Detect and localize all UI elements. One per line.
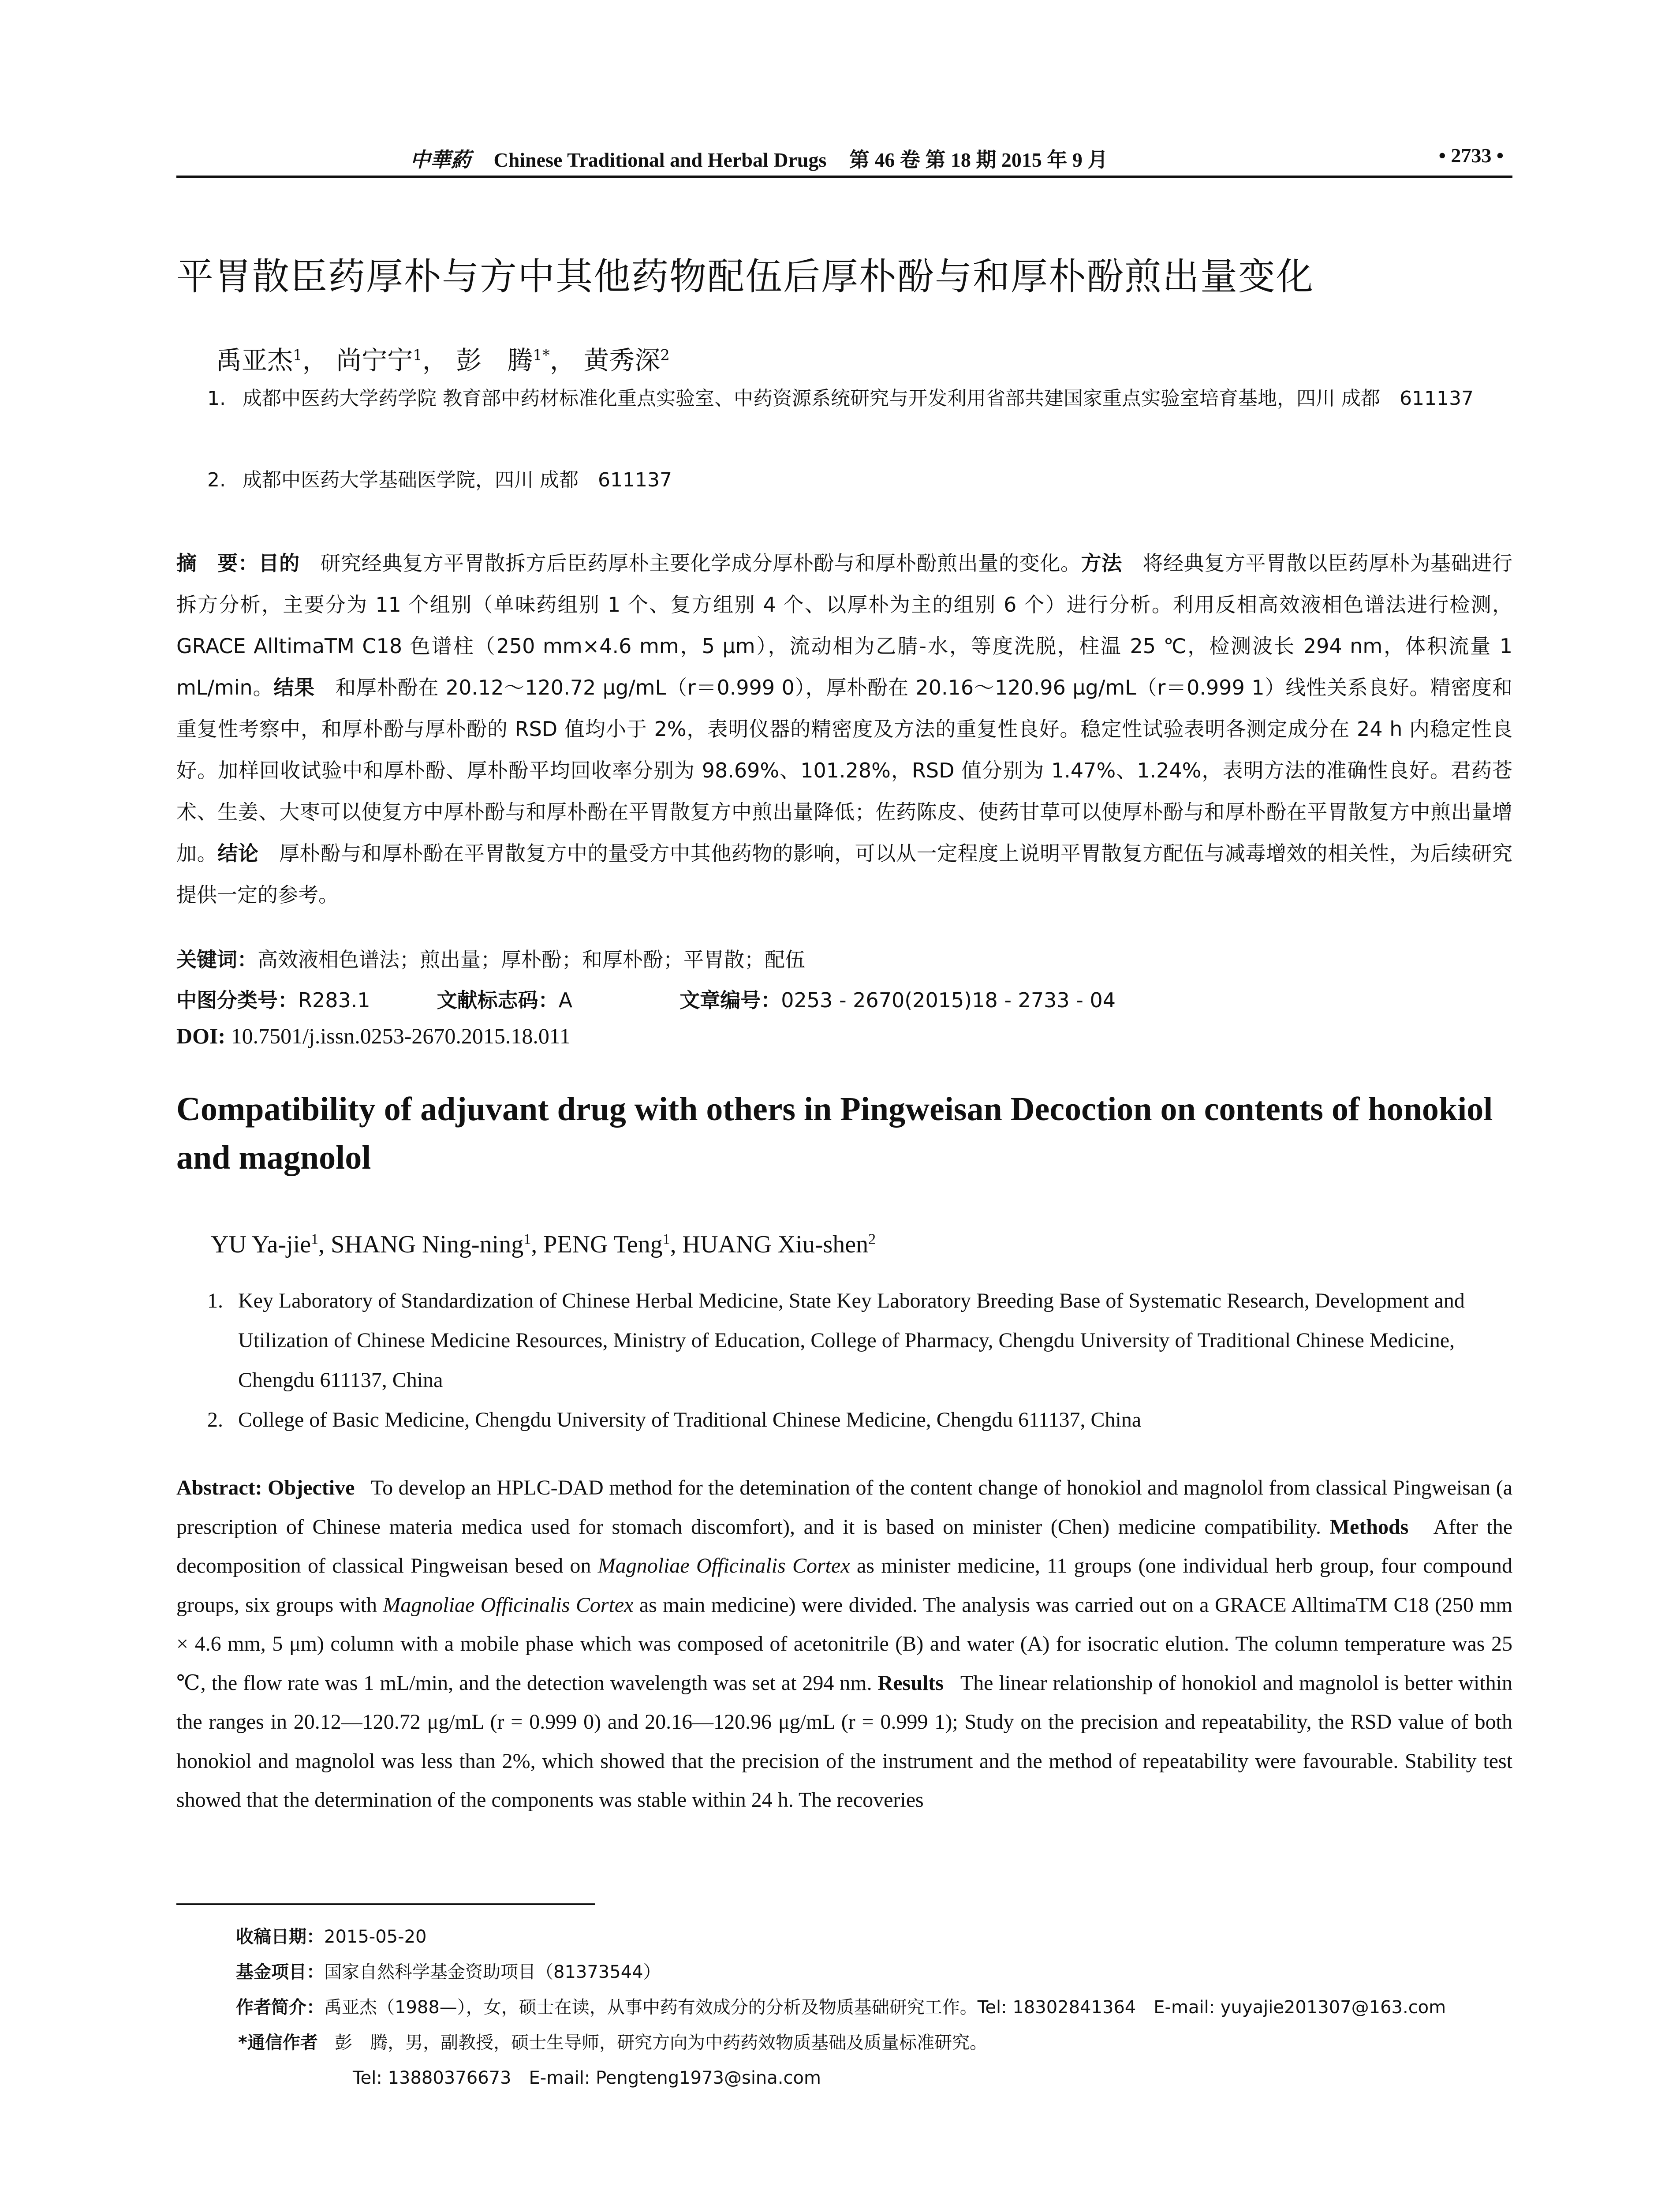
author-affil-mark: 1 <box>293 346 302 364</box>
keywords-text: 高效液相色谱法；煎出量；厚朴酚；和厚朴酚；平胃散；配伍 <box>258 948 805 972</box>
methods-text: 将经典复方平胃散以臣药厚朴为基础进行拆方分析，主要分为 11 个组别（单味药组别 1 个、复方组别 4 个、以厚朴为主的组别 6 个）进行分析。利用反相高效液相色谱法进行检测，GRACE AlltimaTM C18 色谱柱（250 mm×4.6 mm，5 μm），流动相为乙腈-水，等度洗脱，柱温 25 ℃，检测波长 294 nm，体积流量 1 mL/min。 <box>176 551 1512 699</box>
author-affil-mark: 1 <box>311 1231 319 1248</box>
en-affiliation-2 <box>207 1400 1512 1440</box>
abstract-label: Abstract: <box>176 1476 262 1499</box>
conclusion-label: 结论 <box>217 841 259 865</box>
cn-affiliation-2 <box>207 461 1512 500</box>
fund-label: 基金项目： <box>236 1962 324 1982</box>
clc-value: R283.1 <box>298 988 370 1012</box>
article-no-label: 文章编号： <box>679 988 781 1012</box>
objective-label: 目的 <box>258 551 300 575</box>
cn-authors: 禹亚杰$^1$， 尚宁宁$^1$， 彭 腾$^{1*}$， 黄秀深$^2$ <box>216 345 670 375</box>
en-affiliation-1 <box>207 1281 1512 1400</box>
objective-text: 研究经典复方平胃散拆方后臣药厚朴主要化学成分厚朴酚与和厚朴酚煎出量的变化。 <box>320 551 1081 575</box>
doi-label: DOI: <box>176 1024 226 1048</box>
results-text: 和厚朴酚在 20.12～120.72 μg/mL（r＝0.999 0），厚朴酚在 20.16～120.96 μg/mL（r＝0.999 1）线性关系良好。精密度和重复性考察中，和厚朴酚与厚朴酚的 RSD 值均小于 2%，表明仪器的精密度及方法的重复性良好。稳定性试验表明各测定成分在 24 h 内稳定性良好。加样回收试验中和厚朴酚、厚朴酚平均回收率分别为 98.69%、101.28%，RSD 值分别为 1.47%、1.24%，表明方法的准确性良好。君药苍术、生姜、大枣可以使复方中厚朴酚与和厚朴酚在平胃散复方中煎出量降低；佐药陈皮、使药甘草可以使厚朴酚与和厚朴酚在平胃散复方中煎出量增加。 <box>176 676 1513 865</box>
author-name: 黄秀深 <box>583 345 661 375</box>
doi-line <box>176 1023 571 1049</box>
herb-name: Magnoliae Officinalis Cortex <box>597 1554 850 1577</box>
results-label: 结果 <box>273 676 315 699</box>
affiliation-number: 1. <box>207 387 226 410</box>
cn-title: 平胃散臣药厚朴与方中其他药物配伍后厚朴酚与和厚朴酚煎出量变化 <box>176 255 1314 298</box>
footnote-corresponding <box>238 2029 987 2054</box>
methods-text: as minister medicine, 11 groups (one individual herb group, four compound groups, six groups with <box>176 1554 1513 1617</box>
affiliation-number: 1. <box>207 1289 223 1312</box>
affiliation-number: 2. <box>207 469 226 491</box>
results-text: The linear relationship of honokiol and magnolol is better within the ranges in 20.12—120.72 μg/mL (r = 0.999 0) and 20.16—120.96 μg/mL (r = 0.999 1); Study on the precision and repeatability, the RSD value of both honokiol and magnolol was less than 2%, which showed that the precision of the instrument and the method of repeatability were favourable. Stability test showed that the determination of the components was stable within 24 h. The recoveries <box>176 1671 1513 1812</box>
cn-affiliation-1 <box>207 379 1512 418</box>
author-name: YU Ya-jie <box>211 1231 311 1258</box>
affiliation-text: Key Laboratory of Standardization of Chinese Herbal Medicine, State Key Laboratory Breeding Base of Systematic Research, Development and Utilization of Chinese Medicine Resources, Ministry of Education, College of Pharmacy, Chengdu University of Traditional Chinese Medicine, Chengdu 611137, China <box>238 1289 1465 1392</box>
objective-text: To develop an HPLC-DAD method for the detemination of the content change of honokiol and magnolol from classical Pingweisan (a prescription of Chinese materia medica used for stomach discomfort), and it is based on minister (Chen) medicine compatibility. <box>176 1476 1513 1539</box>
en-authors: YU Ya-jie$^1$, SHANG Ning-ning$^1$, PENG Teng$^1$, HUANG Xiu-shen$^2$ <box>211 1231 876 1258</box>
affiliation-text: 成都中医药大学药学院 教育部中药材标准化重点实验室、中药资源系统研究与开发利用省部共建国家重点实验室培育基地，四川 成都 611137 <box>243 387 1474 410</box>
received-date: 2015-05-20 <box>324 1927 427 1947</box>
objective-label: Objective <box>268 1476 355 1499</box>
author-affil-mark: 1 <box>662 1231 670 1248</box>
doc-code-label: 文献标志码： <box>437 988 559 1012</box>
affiliation-text: 成都中医药大学基础医学院，四川 成都 611137 <box>243 469 672 491</box>
article-no-value: 0253 - 2670(2015)18 - 2733 - 04 <box>781 988 1116 1012</box>
herb-name: Magnoliae Officinalis Cortex <box>383 1593 634 1617</box>
methods-text: After the decomposition of classical Pingweisan besed on <box>176 1515 1513 1577</box>
keywords-label: 关键词： <box>176 948 258 972</box>
author-name: 禹亚杰 <box>216 345 293 375</box>
journal-header <box>410 144 1108 173</box>
author-bio-label: 作者简介： <box>236 1997 324 2018</box>
author-bio-text: 禹亚杰（1988—），女，硕士在读，从事中药有效成分的分析及物质基础研究工作。Tel: 18302841364 E-mail: yuyajie201307@163.com <box>324 1997 1446 2018</box>
en-abstract <box>176 1469 1512 1820</box>
author-affil-mark: 2 <box>868 1231 876 1248</box>
en-title: Compatibility of adjuvant drug with others in Pingweisan Decoction on contents of honokiol and magnolol <box>176 1091 1493 1176</box>
received-label: 收稿日期： <box>236 1927 324 1947</box>
author-name: 彭 腾 <box>456 345 533 375</box>
abstract-label: 摘 要： <box>176 551 259 575</box>
author-affil-mark: 2 <box>660 346 670 364</box>
conclusion-text: 厚朴酚与和厚朴酚在平胃散复方中的量受方中其他药物的影响，可以从一定程度上说明平胃散复方配伍与减毒增效的相关性，为后续研究提供一定的参考。 <box>176 841 1512 907</box>
author-name: SHANG Ning-ning <box>331 1231 524 1258</box>
cn-abstract <box>176 542 1512 916</box>
journal-name: Chinese Traditional and Herbal Drugs <box>493 149 827 171</box>
clc-label: 中图分类号： <box>176 988 298 1012</box>
footnote-author-bio <box>236 1993 1446 2018</box>
doc-code-value: A <box>558 988 573 1012</box>
classification-line <box>176 984 1116 1013</box>
methods-label: Methods <box>1329 1515 1409 1539</box>
keywords <box>176 944 805 973</box>
results-label: Results <box>877 1671 944 1695</box>
author-affil-mark: 1* <box>533 346 550 364</box>
running-header <box>176 140 1512 178</box>
methods-label: 方法 <box>1081 551 1122 575</box>
doi-link[interactable]: 10.7501/j.issn.0253-2670.2015.18.011 <box>231 1024 571 1048</box>
footnote-rule <box>176 1903 595 1905</box>
author-name: PENG Teng <box>543 1231 663 1258</box>
fund-text: 国家自然科学基金资助项目（81373544） <box>324 1962 661 1982</box>
author-name: 尚宁宁 <box>336 345 413 375</box>
author-name: HUANG Xiu-shen <box>682 1231 869 1258</box>
corresponding-text: 彭 腾，男，副教授，硕士生导师，研究方向为中药药效物质基础及质量标准研究。 <box>335 2033 988 2053</box>
corresponding-label: *通信作者 <box>238 2033 318 2053</box>
footnote-corresponding-contact: Tel: 13880376673 E-mail: Pengteng1973@sina.com <box>353 2068 821 2088</box>
journal-logo: 中華葯 <box>410 148 471 172</box>
author-affil-mark: 1 <box>413 346 422 364</box>
affiliation-number: 2. <box>207 1408 223 1431</box>
author-affil-mark: 1 <box>523 1231 531 1248</box>
footnote-fund <box>236 1958 661 1983</box>
footnote-received <box>236 1923 426 1948</box>
methods-text: as main medicine) were divided. The analysis was carried out on a GRACE AlltimaTM C18 (250 mm × 4.6 mm, 5 μm) column with a mobile phase which was composed of acetonitrile (B) and water (A) for isocratic elution. The column temperature was 25 ℃, the flow rate was 1 mL/min, and the detection wavelength was set at 294 nm. <box>176 1593 1513 1695</box>
affiliation-text: College of Basic Medicine, Chengdu University of Traditional Chinese Medicine, Chengdu 611137, China <box>238 1408 1142 1431</box>
page-number: • 2733 • <box>1438 144 1504 167</box>
issue-info: 第 46 卷 第 18 期 2015 年 9 月 <box>849 149 1108 171</box>
